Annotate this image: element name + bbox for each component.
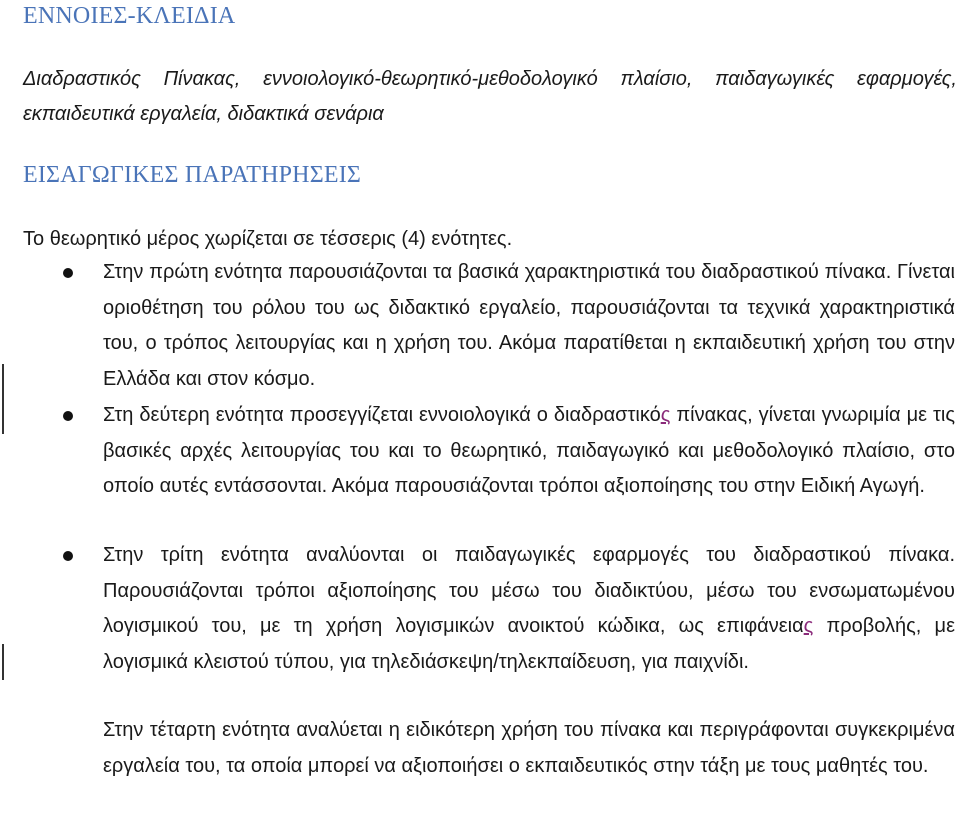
item-text: Στην τέταρτη ενότητα αναλύεται η ειδικότερη χρήση του πίνακα και περιγράφονται συγκεκριμένα εργαλεία του, τα οποία μπορεί να αξιοποιήσει ο εκπαιδευτικός στην τάξη με τους μαθητές του. [103,719,955,777]
intro-lead: Το θεωρητικό μέρος χωρίζεται σε τέσσερις (4) ενότητες. [23,228,513,250]
intro-heading: ΕΙΣΑΓΩΓΙΚΕΣ ΠΑΡΑΤΗΡΗΣΕΙΣ [23,162,362,188]
item-text: Στη δεύτερη ενότητα προσεγγίζεται εννοιολογικά ο διαδραστικό [103,404,661,426]
change-bar [2,364,4,434]
list-item [103,398,955,505]
item-text: πίνακας, γίνεται γνωριμία με τις βασικές αρχές λειτουργίας του και το θεωρητικό, παιδαγωγικό και μεθοδολογικό πλαίσιο, στο οποίο αυτές εντάσσονται. Ακόμα παρουσιάζονται τρόποι αξιοποίησης του στην Ειδική Αγωγή. [103,404,955,497]
tracked-change-mark: ς [660,404,671,426]
keywords-heading: ΕΝΝΟΙΕΣ-ΚΛΕΙΔΙΑ [23,3,236,29]
list-item [103,538,955,680]
item-text: προβολής, με λογισμικά κλειστού τύπου, για τηλεδιάσκεψη/τηλεκπαίδευση, για παιχνίδι. [103,615,955,673]
bullet-icon [63,268,73,278]
list-item [103,713,955,784]
item-text: Ελλάδα και στον κόσμο. [103,367,316,390]
list-item [103,255,955,397]
tracked-change-mark: ς [803,615,814,637]
keywords-text: Διαδραστικός Πίνακας, εννοιολογικό-θεωρητικό-μεθοδολογικό πλαίσιο, παιδαγωγικές εφαρμογές, εκπαιδευτικά εργαλεία, διδακτικά σενάρια [23,68,957,125]
change-bar [2,644,4,680]
item-text: Στην τρίτη ενότητα αναλύονται οι παιδαγωγικές εφαρμογές του διαδραστικού πίνακα. Παρουσιάζονται τρόποι αξιοποίησης του μέσω του διαδικτύου, μέσω του ενσωματωμένου λογισμικού του, με τη χρήση λογισμικών ανοικτού κώδικα, ως επιφάνεια [103,544,955,637]
bullet-icon [63,411,73,421]
bullet-icon [63,551,73,561]
item-text: Στην πρώτη ενότητα παρουσιάζονται τα βασικά χαρακτηριστικά του διαδραστικού πίνακα. Γίνεται οριοθέτηση του ρόλου του ως διδακτικό εργαλείο, παρουσιάζονται τα τεχνικά χαρακτηριστικά του, ο τρόπος λειτουργίας και η χρήση του. Ακόμα παρατίθεται η εκπαιδευτική χρήση του στην [103,261,955,354]
